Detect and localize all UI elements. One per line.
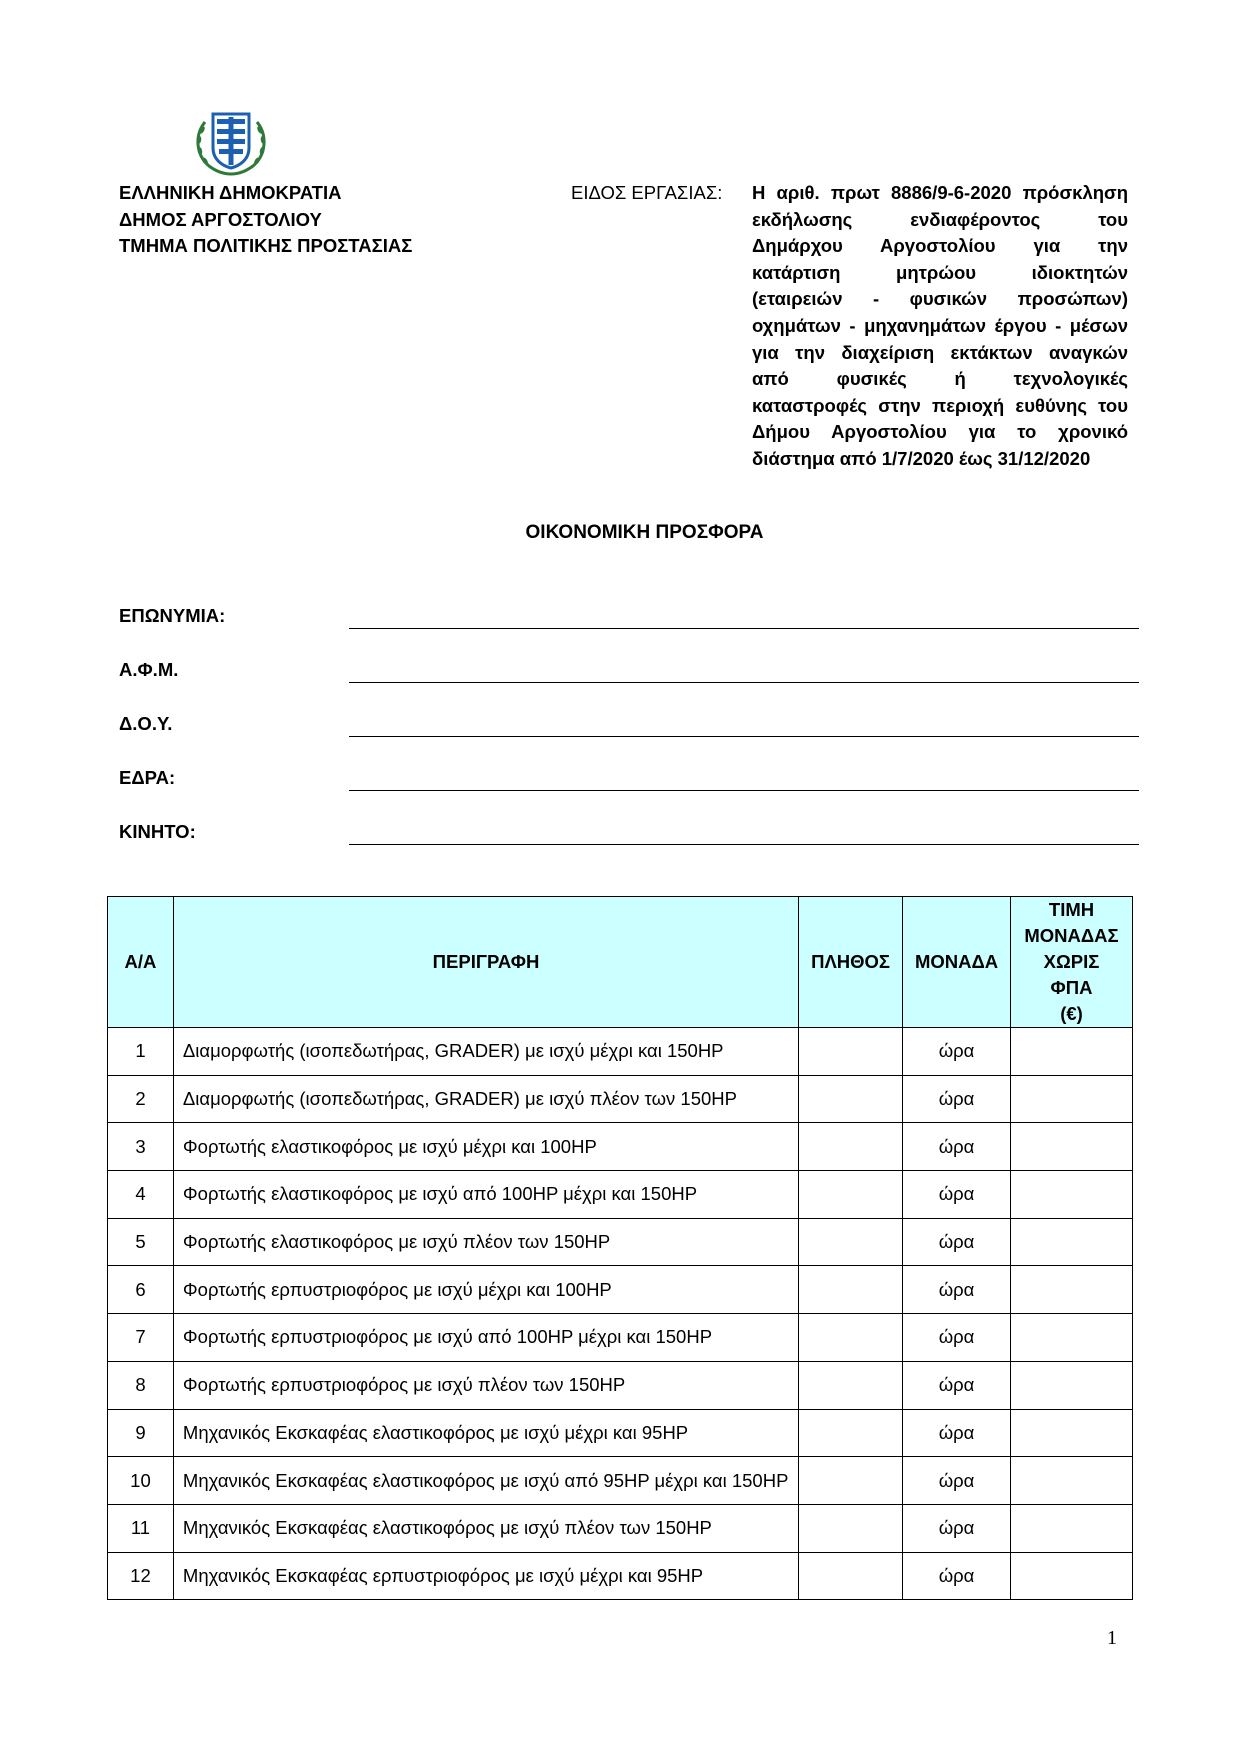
row-description: Φορτωτής ελαστικοφόρος με ισχύ πλέον των 150HP <box>173 1218 798 1266</box>
offer-title: ΟΙΚΟΝΟΜΙΚΗ ΠΡΟΣΦΟΡΑ <box>525 522 764 543</box>
field-line-afm[interactable] <box>349 682 1139 683</box>
table-header-row <box>108 897 1133 1028</box>
row-aa: 9 <box>108 1409 174 1457</box>
row-description: Μηχανικός Εκσκαφέας ερπυστριοφόρος με ισχύ μέχρι και 95HP <box>173 1552 798 1600</box>
table-row <box>108 1361 1133 1409</box>
row-price-cell[interactable] <box>1011 1314 1133 1362</box>
row-unit: ώρα <box>903 1361 1011 1409</box>
table-row <box>108 1409 1133 1457</box>
table-row <box>108 1504 1133 1552</box>
table-row <box>108 1075 1133 1123</box>
work-type-label: ΕΙΔΟΣ ΕΡΓΑΣΙΑΣ: <box>571 182 723 203</box>
row-description: Μηχανικός Εκσκαφέας ελαστικοφόρος με ισχύ μέχρι και 95HP <box>173 1409 798 1457</box>
header-quantity: ΠΛΗΘΟΣ <box>799 897 903 1028</box>
row-quantity-cell[interactable] <box>799 1552 903 1600</box>
header-price-line: ΦΠΑ <box>1050 977 1093 998</box>
row-aa: 7 <box>108 1314 174 1362</box>
row-aa: 6 <box>108 1266 174 1314</box>
row-unit: ώρα <box>903 1171 1011 1219</box>
row-price-cell[interactable] <box>1011 1457 1133 1505</box>
work-type-description <box>752 180 1128 473</box>
field-line-doy[interactable] <box>349 736 1139 737</box>
table-row <box>108 1218 1133 1266</box>
table-row <box>108 1266 1133 1314</box>
work-type-line: οχημάτων - μηχανημάτων έργου - μέσων <box>752 314 1128 336</box>
row-description: Μηχανικός Εκσκαφέας ελαστικοφόρος με ισχύ πλέον των 150HP <box>173 1504 798 1552</box>
row-price-cell[interactable] <box>1011 1361 1133 1409</box>
row-quantity-cell[interactable] <box>799 1457 903 1505</box>
row-aa: 10 <box>108 1457 174 1505</box>
row-aa: 1 <box>108 1028 174 1076</box>
row-unit: ώρα <box>903 1552 1011 1600</box>
row-quantity-cell[interactable] <box>799 1266 903 1314</box>
row-price-cell[interactable] <box>1011 1504 1133 1552</box>
row-quantity-cell[interactable] <box>799 1028 903 1076</box>
work-type-line: Η αριθ. πρωτ 8886/9-6-2020 πρόσκληση <box>752 182 1128 203</box>
row-price-cell[interactable] <box>1011 1409 1133 1457</box>
row-description: Διαμορφωτής (ισοπεδωτήρας, GRADER) με ισχύ πλέον των 150HP <box>173 1075 798 1123</box>
row-unit: ώρα <box>903 1409 1011 1457</box>
issuer-block <box>119 180 412 260</box>
issuer-municipality: ΔΗΜΟΣ ΑΡΓΟΣΤΟΛΙΟΥ <box>119 208 322 230</box>
row-description: Φορτωτής ελαστικοφόρος με ισχύ από 100HP μέχρι και 150HP <box>173 1171 798 1219</box>
table-row <box>108 1457 1133 1505</box>
field-label-name: ΕΠΩΝΥΜΙΑ: <box>119 605 226 626</box>
field-label-seat: ΕΔΡΑ: <box>119 767 176 788</box>
row-unit: ώρα <box>903 1028 1011 1076</box>
row-quantity-cell[interactable] <box>799 1314 903 1362</box>
row-quantity-cell[interactable] <box>799 1361 903 1409</box>
work-type-line: για την διαχείριση εκτάκτων αναγκών <box>752 341 1128 363</box>
row-unit: ώρα <box>903 1504 1011 1552</box>
row-quantity-cell[interactable] <box>799 1409 903 1457</box>
work-type-line: καταστροφές στην περιοχή ευθύνης του <box>752 394 1128 416</box>
header-price-line: (€) <box>1060 1003 1083 1024</box>
table-row <box>108 1028 1133 1076</box>
greek-coat-of-arms-icon <box>193 108 269 176</box>
table-row <box>108 1123 1133 1171</box>
row-aa: 12 <box>108 1552 174 1600</box>
field-label-mobile: ΚΙΝΗΤΟ: <box>119 821 196 842</box>
row-aa: 11 <box>108 1504 174 1552</box>
row-quantity-cell[interactable] <box>799 1504 903 1552</box>
row-aa: 8 <box>108 1361 174 1409</box>
work-type-line: Δημάρχου Αργοστολίου για την <box>752 235 1128 257</box>
row-aa: 4 <box>108 1171 174 1219</box>
row-quantity-cell[interactable] <box>799 1075 903 1123</box>
row-unit: ώρα <box>903 1457 1011 1505</box>
row-unit: ώρα <box>903 1075 1011 1123</box>
table-row <box>108 1171 1133 1219</box>
issuer-country: ΕΛΛΗΝΙΚΗ ΔΗΜΟΚΡΑΤΙΑ <box>119 182 342 203</box>
work-type-line: κατάρτιση μητρώου ιδιοκτητών <box>752 261 1128 283</box>
row-quantity-cell[interactable] <box>799 1171 903 1219</box>
row-aa: 5 <box>108 1218 174 1266</box>
row-quantity-cell[interactable] <box>799 1218 903 1266</box>
header-price-line: ΜΟΝΑΔΑΣ <box>1024 925 1119 946</box>
header-description: ΠΕΡΙΓΡΑΦΗ <box>173 897 798 1028</box>
header-aa: Α/Α <box>108 897 174 1028</box>
row-description: Φορτωτής ελαστικοφόρος με ισχύ μέχρι και 100HP <box>173 1123 798 1171</box>
field-label-doy: Δ.Ο.Υ. <box>119 713 173 734</box>
row-unit: ώρα <box>903 1266 1011 1314</box>
row-price-cell[interactable] <box>1011 1171 1133 1219</box>
field-label-afm: Α.Φ.Μ. <box>119 659 179 680</box>
row-price-cell[interactable] <box>1011 1266 1133 1314</box>
offer-table <box>107 896 1133 1600</box>
field-line-seat[interactable] <box>349 790 1139 791</box>
row-description: Φορτωτής ερπυστριοφόρος με ισχύ μέχρι και 100HP <box>173 1266 798 1314</box>
row-unit: ώρα <box>903 1123 1011 1171</box>
work-type-line: (εταιρειών - φυσικών προσώπων) <box>752 288 1128 310</box>
work-type-line: διάστημα από 1/7/2020 έως 31/12/2020 <box>752 447 1091 469</box>
header-unit: ΜΟΝΑΔΑ <box>903 897 1011 1028</box>
row-description: Διαμορφωτής (ισοπεδωτήρας, GRADER) με ισχύ μέχρι και 150HP <box>173 1028 798 1076</box>
page-number: 1 <box>1107 1627 1117 1649</box>
row-price-cell[interactable] <box>1011 1123 1133 1171</box>
row-price-cell[interactable] <box>1011 1552 1133 1600</box>
row-description: Φορτωτής ερπυστριοφόρος με ισχύ από 100HP μέχρι και 150HP <box>173 1314 798 1362</box>
row-unit: ώρα <box>903 1218 1011 1266</box>
work-type-line: από φυσικές ή τεχνολογικές <box>752 368 1128 390</box>
header-unit-price <box>1011 897 1133 1028</box>
issuer-department: ΤΜΗΜΑ ΠΟΛΙΤΙΚΗΣ ΠΡΟΣΤΑΣΙΑΣ <box>119 235 413 256</box>
field-line-mobile[interactable] <box>349 844 1139 845</box>
row-unit: ώρα <box>903 1314 1011 1362</box>
row-quantity-cell[interactable] <box>799 1123 903 1171</box>
row-aa: 2 <box>108 1075 174 1123</box>
row-price-cell[interactable] <box>1011 1075 1133 1123</box>
field-line-name[interactable] <box>349 628 1139 629</box>
row-aa: 3 <box>108 1123 174 1171</box>
work-type-line: Δήμου Αργοστολίου για το χρονικό <box>752 421 1128 443</box>
table-row <box>108 1552 1133 1600</box>
row-price-cell[interactable] <box>1011 1218 1133 1266</box>
table-row <box>108 1314 1133 1362</box>
row-price-cell[interactable] <box>1011 1028 1133 1076</box>
row-description: Φορτωτής ερπυστριοφόρος με ισχύ πλέον των 150HP <box>173 1361 798 1409</box>
header-price-line: ΧΩΡΙΣ <box>1043 951 1100 972</box>
work-type-line: εκδήλωσης ενδιαφέροντος του <box>752 208 1128 230</box>
header-price-line: ΤΙΜΗ <box>1048 899 1095 920</box>
row-description: Μηχανικός Εκσκαφέας ελαστικοφόρος με ισχύ από 95HP μέχρι και 150HP <box>173 1457 798 1505</box>
